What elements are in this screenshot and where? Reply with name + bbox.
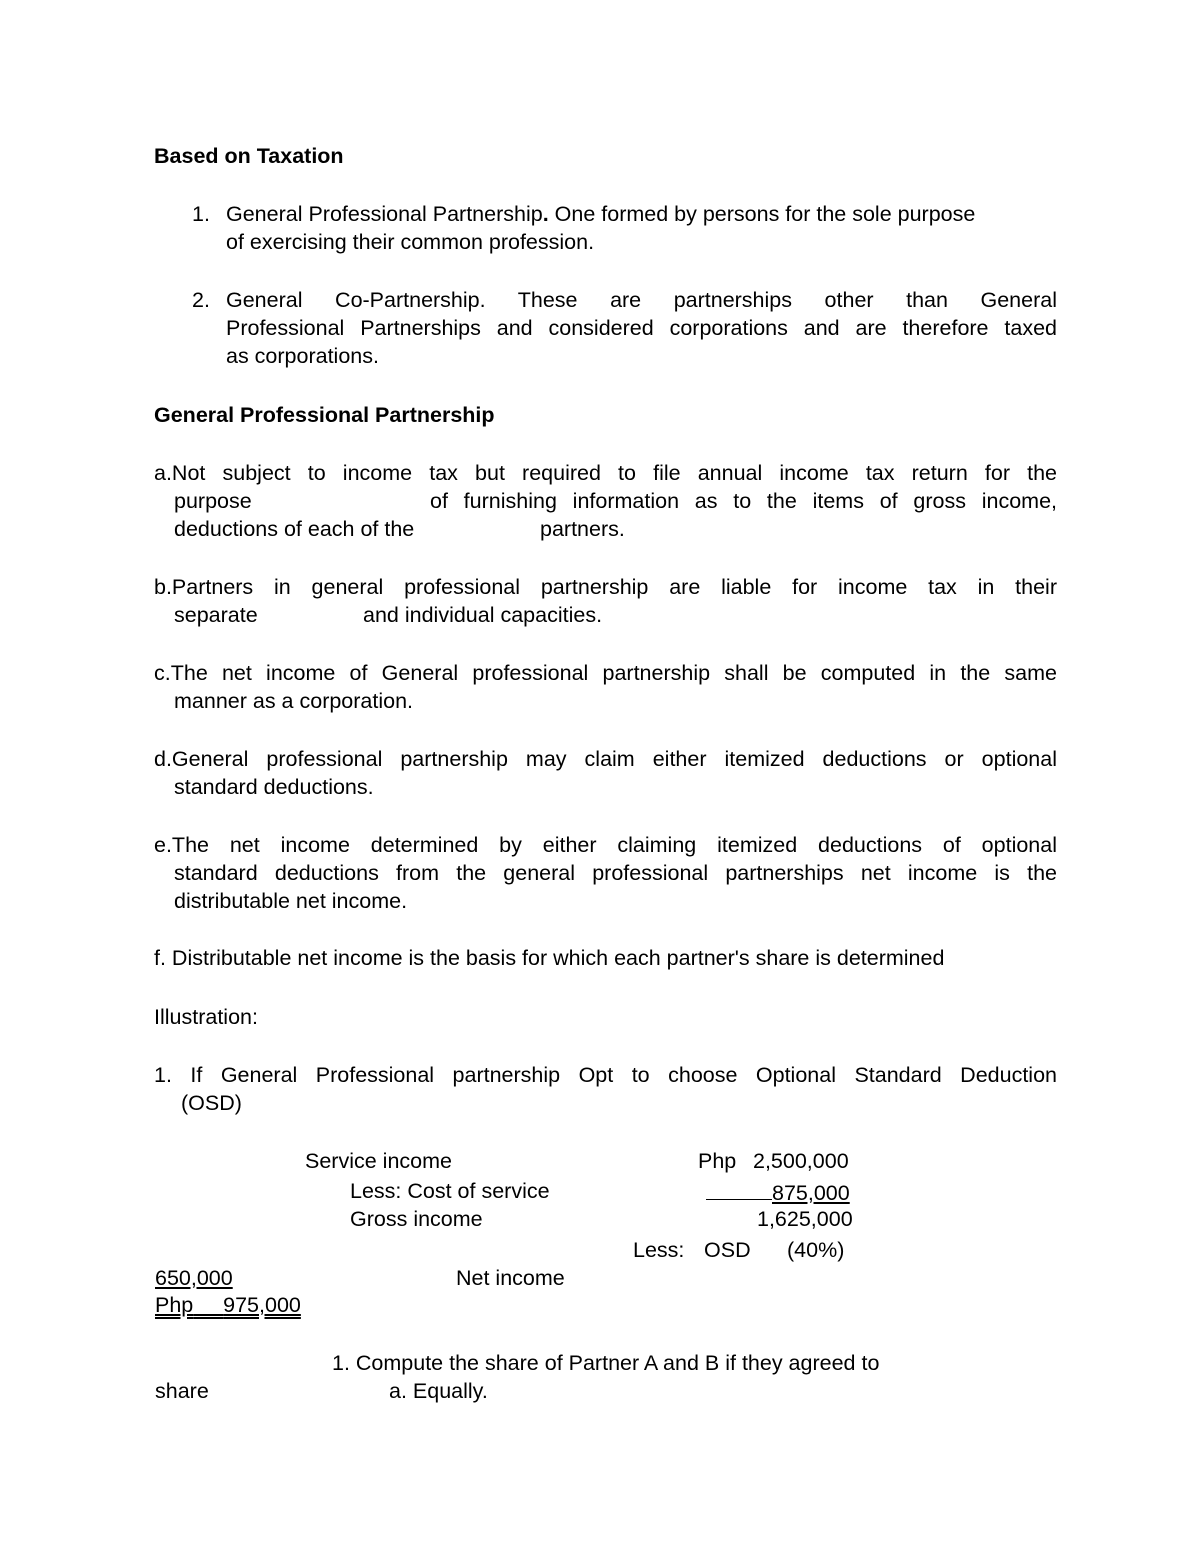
- gpp-term-period: .: [542, 202, 549, 226]
- osd-label: OSD: [704, 1238, 751, 1262]
- point-b-line2-start: separate: [174, 603, 258, 627]
- cost-of-service-label: Less: Cost of service: [350, 1179, 550, 1203]
- osd-value: 650,000: [155, 1266, 233, 1290]
- section-heading-based-on-taxation: Based on Taxation: [154, 144, 344, 168]
- point-b-line2-end: and individual capacities.: [363, 603, 603, 627]
- cost-of-service-amount: [706, 1177, 850, 1207]
- illustration-label: Illustration:: [154, 1005, 258, 1029]
- service-income-label: Service income: [305, 1149, 452, 1173]
- list-item-gcp-line2: Professional Partnerships and considered corporations and are therefore taxed: [226, 316, 1057, 340]
- point-a-line1: a.Not subject to income tax but required to file annual income tax return for the: [154, 461, 1057, 485]
- point-a-line3-end: partners.: [540, 517, 625, 541]
- net-income-value: 975,000: [223, 1293, 301, 1317]
- net-income-php: Php: [155, 1293, 194, 1317]
- cost-of-service-value: 875,000: [772, 1181, 850, 1205]
- question-line1: 1. Compute the share of Partner A and B if they agreed to: [332, 1351, 880, 1375]
- point-a-line3-start: deductions of each of the: [174, 517, 415, 541]
- underline-blank: [706, 1177, 772, 1200]
- gpp-definition: One formed by persons for the sole purpose: [548, 202, 976, 226]
- list-number-1: 1.: [192, 202, 210, 226]
- point-d-line1: d.General professional partnership may claim either itemized deductions or optional: [154, 747, 1057, 771]
- point-c-line1: c.The net income of General professional partnership shall be computed in the same: [154, 661, 1057, 685]
- illustration-item1-line1: 1. If General Professional partnership Opt to choose Optional Standard Deduction: [154, 1063, 1057, 1087]
- question-share-word: share: [155, 1379, 209, 1403]
- section-heading-gpp: General Professional Partnership: [154, 403, 495, 427]
- point-d-line2: standard deductions.: [174, 775, 374, 799]
- point-f-line1: f. Distributable net income is the basis for which each partner's share is determined: [154, 946, 945, 970]
- service-income-value: 2,500,000: [753, 1149, 849, 1173]
- osd-less-label: Less:: [633, 1238, 685, 1262]
- net-income-amount: [155, 1291, 301, 1319]
- point-a-line2-start: purpose: [174, 489, 252, 513]
- point-a-line2-end: of furnishing information as to the items of gross income,: [430, 489, 1057, 513]
- gross-income-label: Gross income: [350, 1207, 483, 1231]
- point-e-line3: distributable net income.: [174, 889, 408, 913]
- list-number-2: 2.: [192, 288, 210, 312]
- osd-rate: (40%): [787, 1238, 845, 1262]
- illustration-item1-line2: (OSD): [181, 1091, 242, 1115]
- list-item-gpp-line1: [226, 200, 975, 228]
- gross-income-value: 1,625,000: [757, 1207, 853, 1231]
- point-c-line2: manner as a corporation.: [174, 689, 414, 713]
- list-item-gcp-line1: General Co-Partnership. These are partnerships other than General: [226, 288, 1057, 312]
- question-option-a: a. Equally.: [389, 1379, 488, 1403]
- point-b-line1: b.Partners in general professional partnership are liable for income tax in their: [154, 575, 1057, 599]
- net-income-label: Net income: [456, 1266, 565, 1290]
- point-e-line2: standard deductions from the general professional partnerships net income is the: [174, 861, 1057, 885]
- list-item-gcp-line3: as corporations.: [226, 344, 379, 368]
- list-item-gpp-line2: of exercising their common profession.: [226, 230, 595, 254]
- service-income-php: Php: [698, 1149, 737, 1173]
- point-e-line1: e.The net income determined by either claiming itemized deductions of optional: [154, 833, 1057, 857]
- gpp-term: General Professional Partnership: [226, 202, 543, 226]
